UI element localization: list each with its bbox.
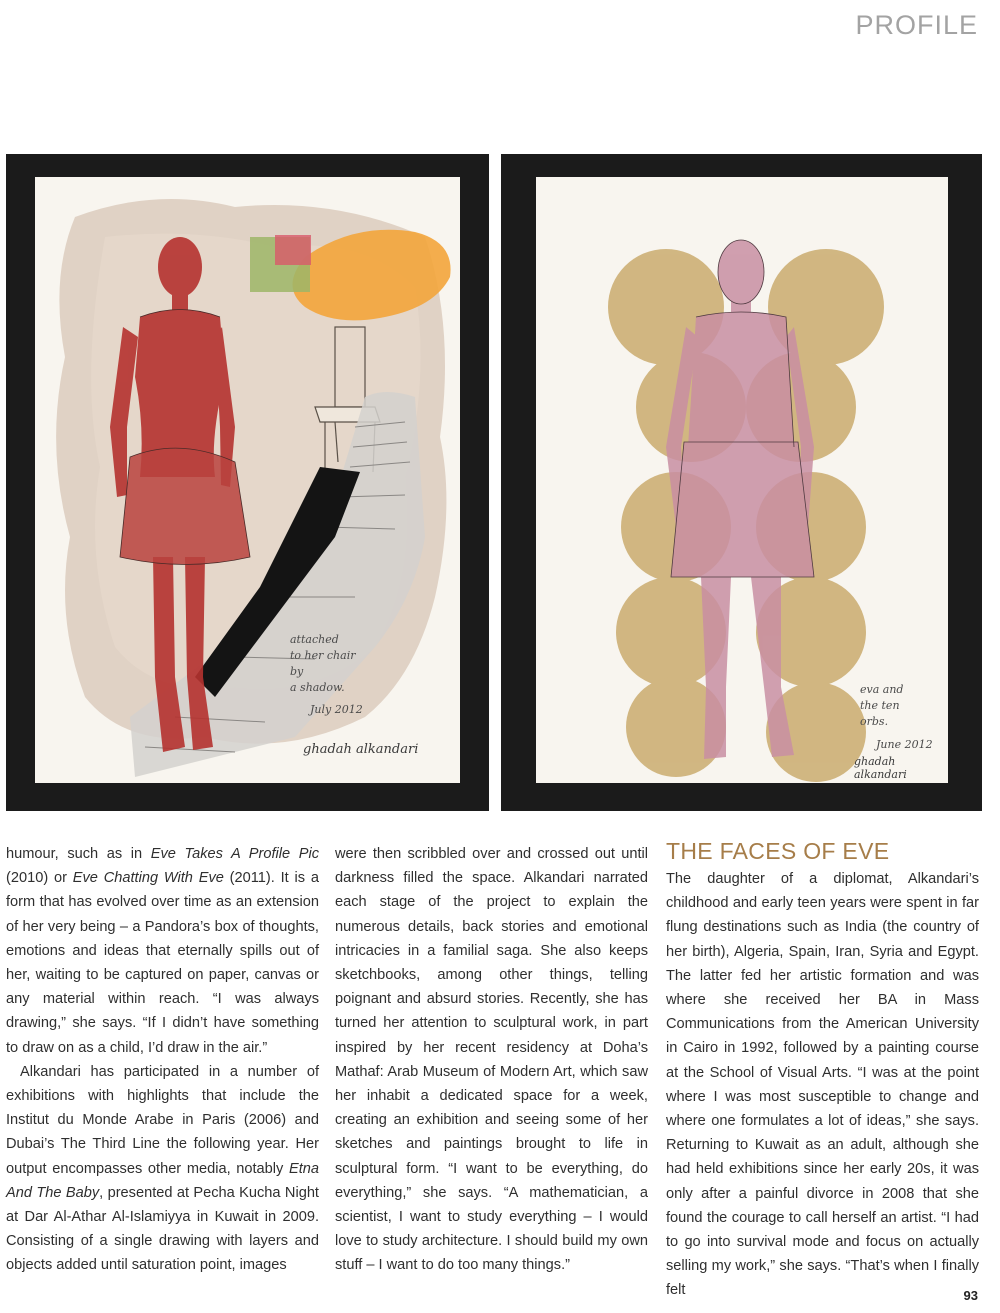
page-number: 93 bbox=[963, 1288, 978, 1303]
artwork-title: Eve Takes A Profile Pic bbox=[150, 846, 319, 862]
artwork-right-signature: ghadah alkandari bbox=[854, 755, 907, 781]
artwork-left-signature: ghadah alkandari bbox=[303, 742, 419, 757]
text-run: (2011). It is a form that has evolved over time as an extension of her very being – a Pandora’s box of thoughts, emotions and ideas that eternally spills out of her, waiting to be captured on paper, canvas or any material within reach. “I was always drawing,” she says. “If I didn’t have something to draw on as a child, I’d draw in the air.” bbox=[6, 870, 319, 1056]
artwork-left bbox=[6, 154, 489, 811]
section-label: PROFILE bbox=[855, 10, 978, 40]
artwork-right-title: eva and the ten orbs. bbox=[860, 683, 904, 728]
text-run: , presented at Pecha Kucha Night at Dar Al-Athar Al-Islamiyya in Kuwait in 2009. Consisting of a single drawing with layers and objects added until saturation point, images bbox=[6, 1184, 319, 1274]
artwork-left-paper bbox=[35, 177, 460, 783]
artwork-right bbox=[501, 154, 982, 811]
artwork-left-illustration bbox=[35, 177, 460, 783]
artwork-title: Etna And The Baby bbox=[6, 1160, 319, 1201]
section-heading: THE FACES OF EVE bbox=[666, 838, 890, 864]
artwork-left-date: July 2012 bbox=[310, 703, 363, 716]
text-column-1 bbox=[6, 842, 319, 1278]
artwork-left-title: attached to her chair by a shadow. bbox=[290, 633, 356, 694]
artwork-right-date: June 2012 bbox=[876, 738, 933, 751]
artwork-title: Eve Chatting With Eve bbox=[72, 870, 224, 887]
text-column-3 bbox=[666, 838, 979, 1303]
text-run: humour, such as in bbox=[6, 846, 151, 862]
text-column-2 bbox=[335, 842, 648, 1278]
paragraph: The daughter of a diplomat, Alkandari’s childhood and early teen years were spent in far flung destinations such as India (the country of her birth), Algeria, Spain, Iran, Syria and Egypt. The latter fed her artistic formation and was where she received her BA in Mass Communications from the American University in Cairo in 1992, followed by a painting course at the School of Visual Arts. “I was at the point where I was most susceptible to change and where one formulates a lot of ideas,” she says. Returning to Kuwait as an adult, although she had held exhibitions since her early 20s, it was only after a painful divorce in 2008 that she found the courage to call herself an artist. “I had to go into survival mode and focus on actually selling my work,” she says. “That’s when I finally felt bbox=[666, 871, 979, 1299]
paragraph: were then scribbled over and crossed out until darkness filled the space. Alkandari narrated each stage of the project to explain the numerous details, back stories and emotional intricacies in a familial saga. She also keeps sketchbooks, among other things, telling poignant and absurd stories. Recently, she has turned her attention to sculptural work, in part inspired by her recent residency at Doha’s Mathaf: Arab Museum of Modern Art, which saw her inhabit a dedicated space for a week, creating an exhibition and seeing some of her sketches and paintings brought to life in sculptural form. “I want to be everything, do everything,” she says. “A mathematician, a scientist, I want to study everything – I would love to study architecture. I should build my own stuff – I want to do too many things.” bbox=[335, 846, 648, 1274]
paragraph bbox=[6, 842, 319, 1060]
text-run: Alkandari has participated in a number of exhibitions with highlights that include the Institut du Monde Arabe in Paris (2006) and Dubai’s The Third Line the following year. Her output encompasses other media, notably bbox=[6, 1063, 319, 1177]
paragraph bbox=[6, 1060, 319, 1278]
text-run: (2010) or bbox=[6, 870, 73, 887]
artwork-right-paper bbox=[536, 177, 948, 783]
